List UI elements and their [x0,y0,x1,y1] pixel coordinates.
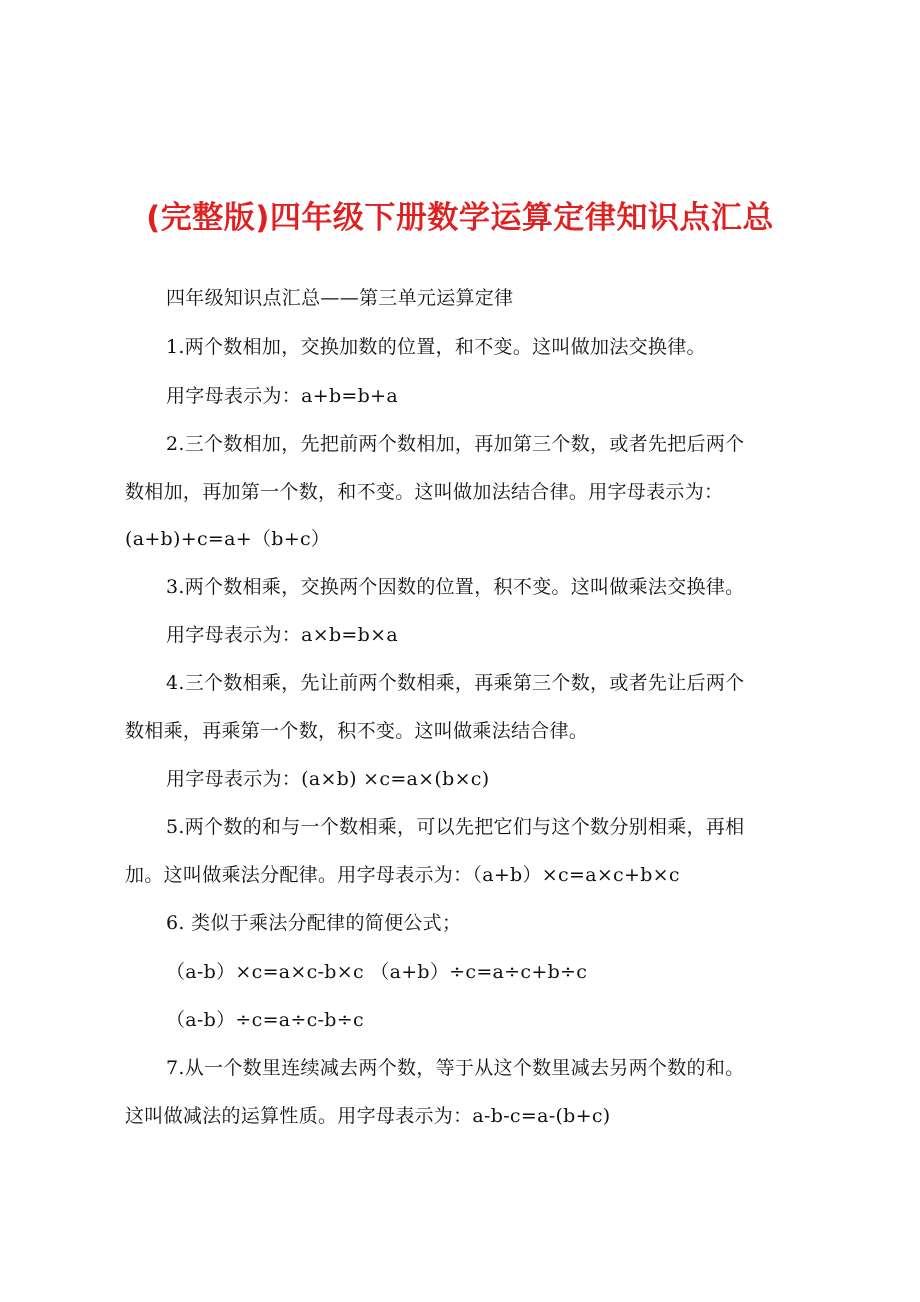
rule-7-text-line-1: 7.从一个数里连续减去两个数，等于从这个数里减去另两个数的和。 [166,1057,745,1079]
rule-4-text-line-1: 4.三个数相乘，先让前两个数相乘，再乘第三个数，或者先让后两个 [166,672,745,694]
rule-6-formula-2: （a-b）÷c=a÷c-b÷c [166,1009,364,1031]
rule-6-text: 6. 类似于乘法分配律的简便公式； [166,912,462,934]
rule-1-formula: 用字母表示为：a+b=b+a [166,385,398,407]
rule-5-text-line-1: 5.两个数的和与一个数相乘，可以先把它们与这个数分别相乘，再相 [166,816,745,838]
rule-6-formula-1: （a-b）×c=a×c-b×c （a+b）÷c=a÷c+b÷c [166,961,588,983]
rule-3-formula: 用字母表示为：a×b=b×a [166,624,398,646]
rule-1-text: 1.两个数相加，交换加数的位置，和不变。这叫做加法交换律。 [166,336,706,358]
document-title: (完整版)四年级下册数学运算定律知识点汇总 [146,200,774,236]
rule-3-text: 3.两个数相乘，交换两个因数的位置，积不变。这叫做乘法交换律。 [166,576,745,598]
rule-2-formula: (a+b)+c=a+（b+c） [125,528,331,550]
rule-4-text-line-2: 数相乘，再乘第一个数，积不变。这叫做乘法结合律。 [125,720,589,742]
rule-7-text-line-2: 这叫做减法的运算性质。用字母表示为：a-b-c=a-(b+c) [125,1105,611,1127]
rule-2-text-line-1: 2.三个数相加，先把前两个数相加，再加第三个数，或者先把后两个 [166,433,745,455]
rule-2-text-line-2: 数相加，再加第一个数，和不变。这叫做加法结合律。用字母表示为： [125,481,724,503]
section-subtitle: 四年级知识点汇总——第三单元运算定律 [166,287,514,309]
rule-4-formula: 用字母表示为：(a×b) ×c=a×(b×c) [166,768,490,790]
rule-5-text-line-2: 加。这叫做乘法分配律。用字母表示为：（a+b）×c=a×c+b×c [125,864,680,886]
